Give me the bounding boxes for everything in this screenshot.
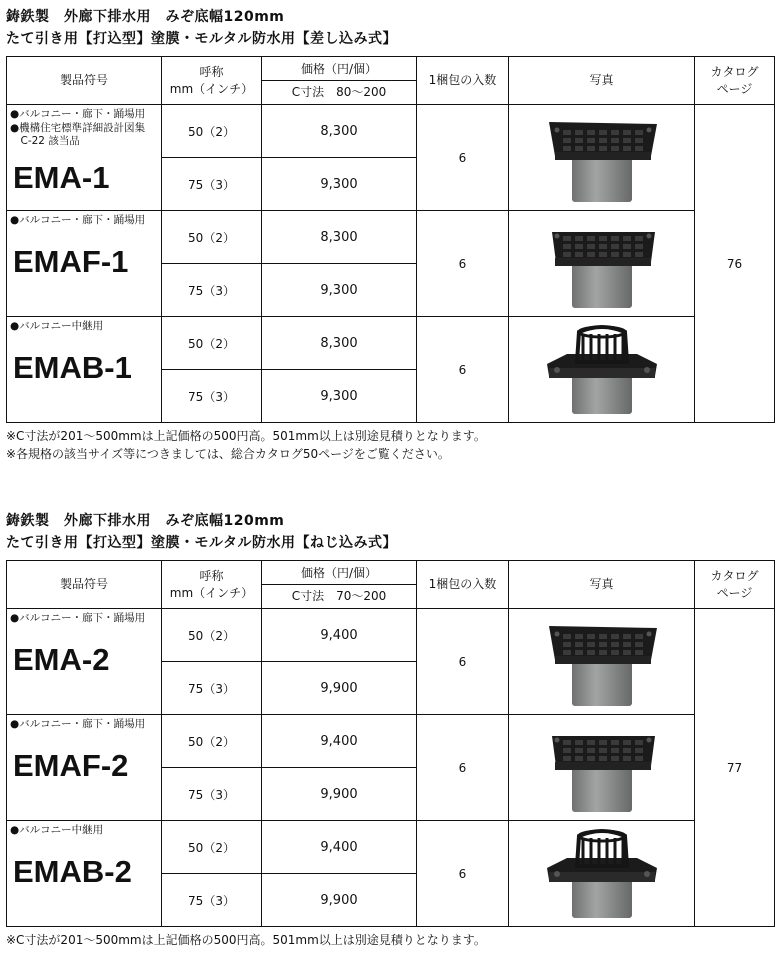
table-row — [7, 211, 775, 264]
unit-price: 8,300 — [262, 317, 417, 370]
product-code: EMAF-2 — [13, 748, 129, 783]
section-title: 鋳鉄製 外廊下排水用 みぞ底幅120mm — [6, 513, 285, 529]
header-product: 製品符号 — [7, 561, 162, 609]
nominal-size: 50（2） — [162, 211, 262, 264]
unit-price: 9,900 — [262, 874, 417, 927]
product-code: EMA-2 — [13, 642, 110, 677]
unit-price: 9,400 — [262, 715, 417, 768]
nominal-size: 50（2） — [162, 609, 262, 662]
header-qty: 1梱包の入数 — [417, 57, 509, 105]
header-nominal — [162, 561, 262, 609]
unit-price: 9,300 — [262, 370, 417, 423]
table-row — [7, 317, 775, 370]
unit-price: 9,900 — [262, 768, 417, 821]
unit-price: 9,300 — [262, 264, 417, 317]
nominal-size: 75（3） — [162, 370, 262, 423]
product-cell — [7, 317, 162, 423]
header-nominal — [162, 57, 262, 105]
nominal-size: 50（2） — [162, 715, 262, 768]
product-cell — [7, 821, 162, 927]
pack-quantity: 6 — [417, 609, 509, 715]
header-nominal-unit: mm（インチ） — [169, 585, 254, 600]
pack-quantity: 6 — [417, 715, 509, 821]
product-photo — [509, 211, 695, 317]
description-line: ●バルコニー・廊下・踊場用 — [10, 718, 146, 730]
footnote: ※C寸法が201～500mmは上記価格の500円高。501mm以上は別途見積りとなります。 — [6, 429, 486, 443]
product-cell — [7, 211, 162, 317]
price-table — [6, 560, 775, 927]
header-catalog: カタログ ページ — [695, 561, 775, 609]
product-description — [7, 609, 161, 626]
unit-price: 9,400 — [262, 609, 417, 662]
table-row — [7, 609, 775, 662]
header-price — [262, 561, 417, 609]
nominal-size: 50（2） — [162, 105, 262, 158]
grate-drain-photo — [527, 112, 677, 204]
product-section — [0, 2, 780, 462]
product-photo — [509, 715, 695, 821]
product-photo — [509, 317, 695, 423]
header-nominal-label: 呼称 — [199, 65, 224, 80]
nominal-size: 50（2） — [162, 317, 262, 370]
description-line: C-22 該当品 — [10, 135, 80, 148]
product-photo — [509, 821, 695, 927]
table-row — [7, 715, 775, 768]
grate-drain-photo — [527, 616, 677, 708]
description-line: ●バルコニー中継用 — [10, 320, 104, 332]
nominal-size: 75（3） — [162, 874, 262, 927]
product-cell — [7, 105, 162, 211]
product-description — [7, 211, 161, 228]
flat-grate-drain-photo — [527, 218, 677, 310]
section-subtitle: たて引き用【打込型】塗膜・モルタル防水用【ねじ込み式】 — [6, 535, 397, 551]
product-code: EMA-1 — [13, 160, 110, 195]
footnote: ※各規格の該当サイズ等につきましては、総合カタログ50ページをご覧ください。 — [6, 447, 450, 461]
header-c-dimension: C寸法 80～200 — [262, 80, 416, 100]
header-row — [7, 57, 775, 105]
header-nominal-label: 呼称 — [199, 569, 224, 584]
dome-strainer-drain-photo — [527, 324, 677, 416]
product-section — [0, 506, 780, 966]
product-code: EMAB-1 — [13, 350, 132, 385]
nominal-size: 75（3） — [162, 662, 262, 715]
description-line: ●バルコニー・廊下・踊場用 — [10, 108, 146, 120]
pack-quantity: 6 — [417, 821, 509, 927]
product-description — [7, 105, 161, 149]
footnote: ※C寸法が201～500mmは上記価格の500円高。501mm以上は別途見積りとなります。 — [6, 933, 486, 947]
header-nominal-unit: mm（インチ） — [169, 81, 254, 96]
pack-quantity: 6 — [417, 211, 509, 317]
nominal-size: 75（3） — [162, 158, 262, 211]
price-table — [6, 56, 775, 423]
unit-price: 9,400 — [262, 821, 417, 874]
nominal-size: 50（2） — [162, 821, 262, 874]
header-c-dimension: C寸法 70～200 — [262, 584, 416, 604]
unit-price: 9,300 — [262, 158, 417, 211]
product-code: EMAF-1 — [13, 244, 129, 279]
catalog-page-number: 76 — [695, 105, 775, 423]
section-subtitle: たて引き用【打込型】塗膜・モルタル防水用【差し込み式】 — [6, 31, 397, 47]
header-price-label: 価格（円/個） — [300, 565, 378, 580]
dome-strainer-drain-photo — [527, 828, 677, 920]
header-catalog: カタログ ページ — [695, 57, 775, 105]
header-row — [7, 561, 775, 609]
flat-grate-drain-photo — [527, 722, 677, 814]
catalog-page-number: 77 — [695, 609, 775, 927]
unit-price: 8,300 — [262, 211, 417, 264]
table-row — [7, 821, 775, 874]
unit-price: 9,900 — [262, 662, 417, 715]
product-description — [7, 715, 161, 732]
description-line: ●バルコニー・廊下・踊場用 — [10, 612, 146, 624]
header-price-label: 価格（円/個） — [300, 61, 378, 76]
product-cell — [7, 715, 162, 821]
product-description — [7, 821, 161, 838]
description-line: ●機構住宅標準詳細設計図集 — [10, 121, 146, 134]
section-title: 鋳鉄製 外廊下排水用 みぞ底幅120mm — [6, 9, 285, 25]
header-photo: 写真 — [509, 561, 695, 609]
product-description — [7, 317, 161, 334]
header-price — [262, 57, 417, 105]
nominal-size: 75（3） — [162, 768, 262, 821]
description-line: ●バルコニー中継用 — [10, 824, 104, 836]
pack-quantity: 6 — [417, 317, 509, 423]
product-code: EMAB-2 — [13, 854, 132, 889]
description-line: ●バルコニー・廊下・踊場用 — [10, 214, 146, 226]
pack-quantity: 6 — [417, 105, 509, 211]
nominal-size: 75（3） — [162, 264, 262, 317]
header-qty: 1梱包の入数 — [417, 561, 509, 609]
product-cell — [7, 609, 162, 715]
header-product: 製品符号 — [7, 57, 162, 105]
unit-price: 8,300 — [262, 105, 417, 158]
header-photo: 写真 — [509, 57, 695, 105]
table-row — [7, 105, 775, 158]
product-photo — [509, 105, 695, 211]
product-photo — [509, 609, 695, 715]
